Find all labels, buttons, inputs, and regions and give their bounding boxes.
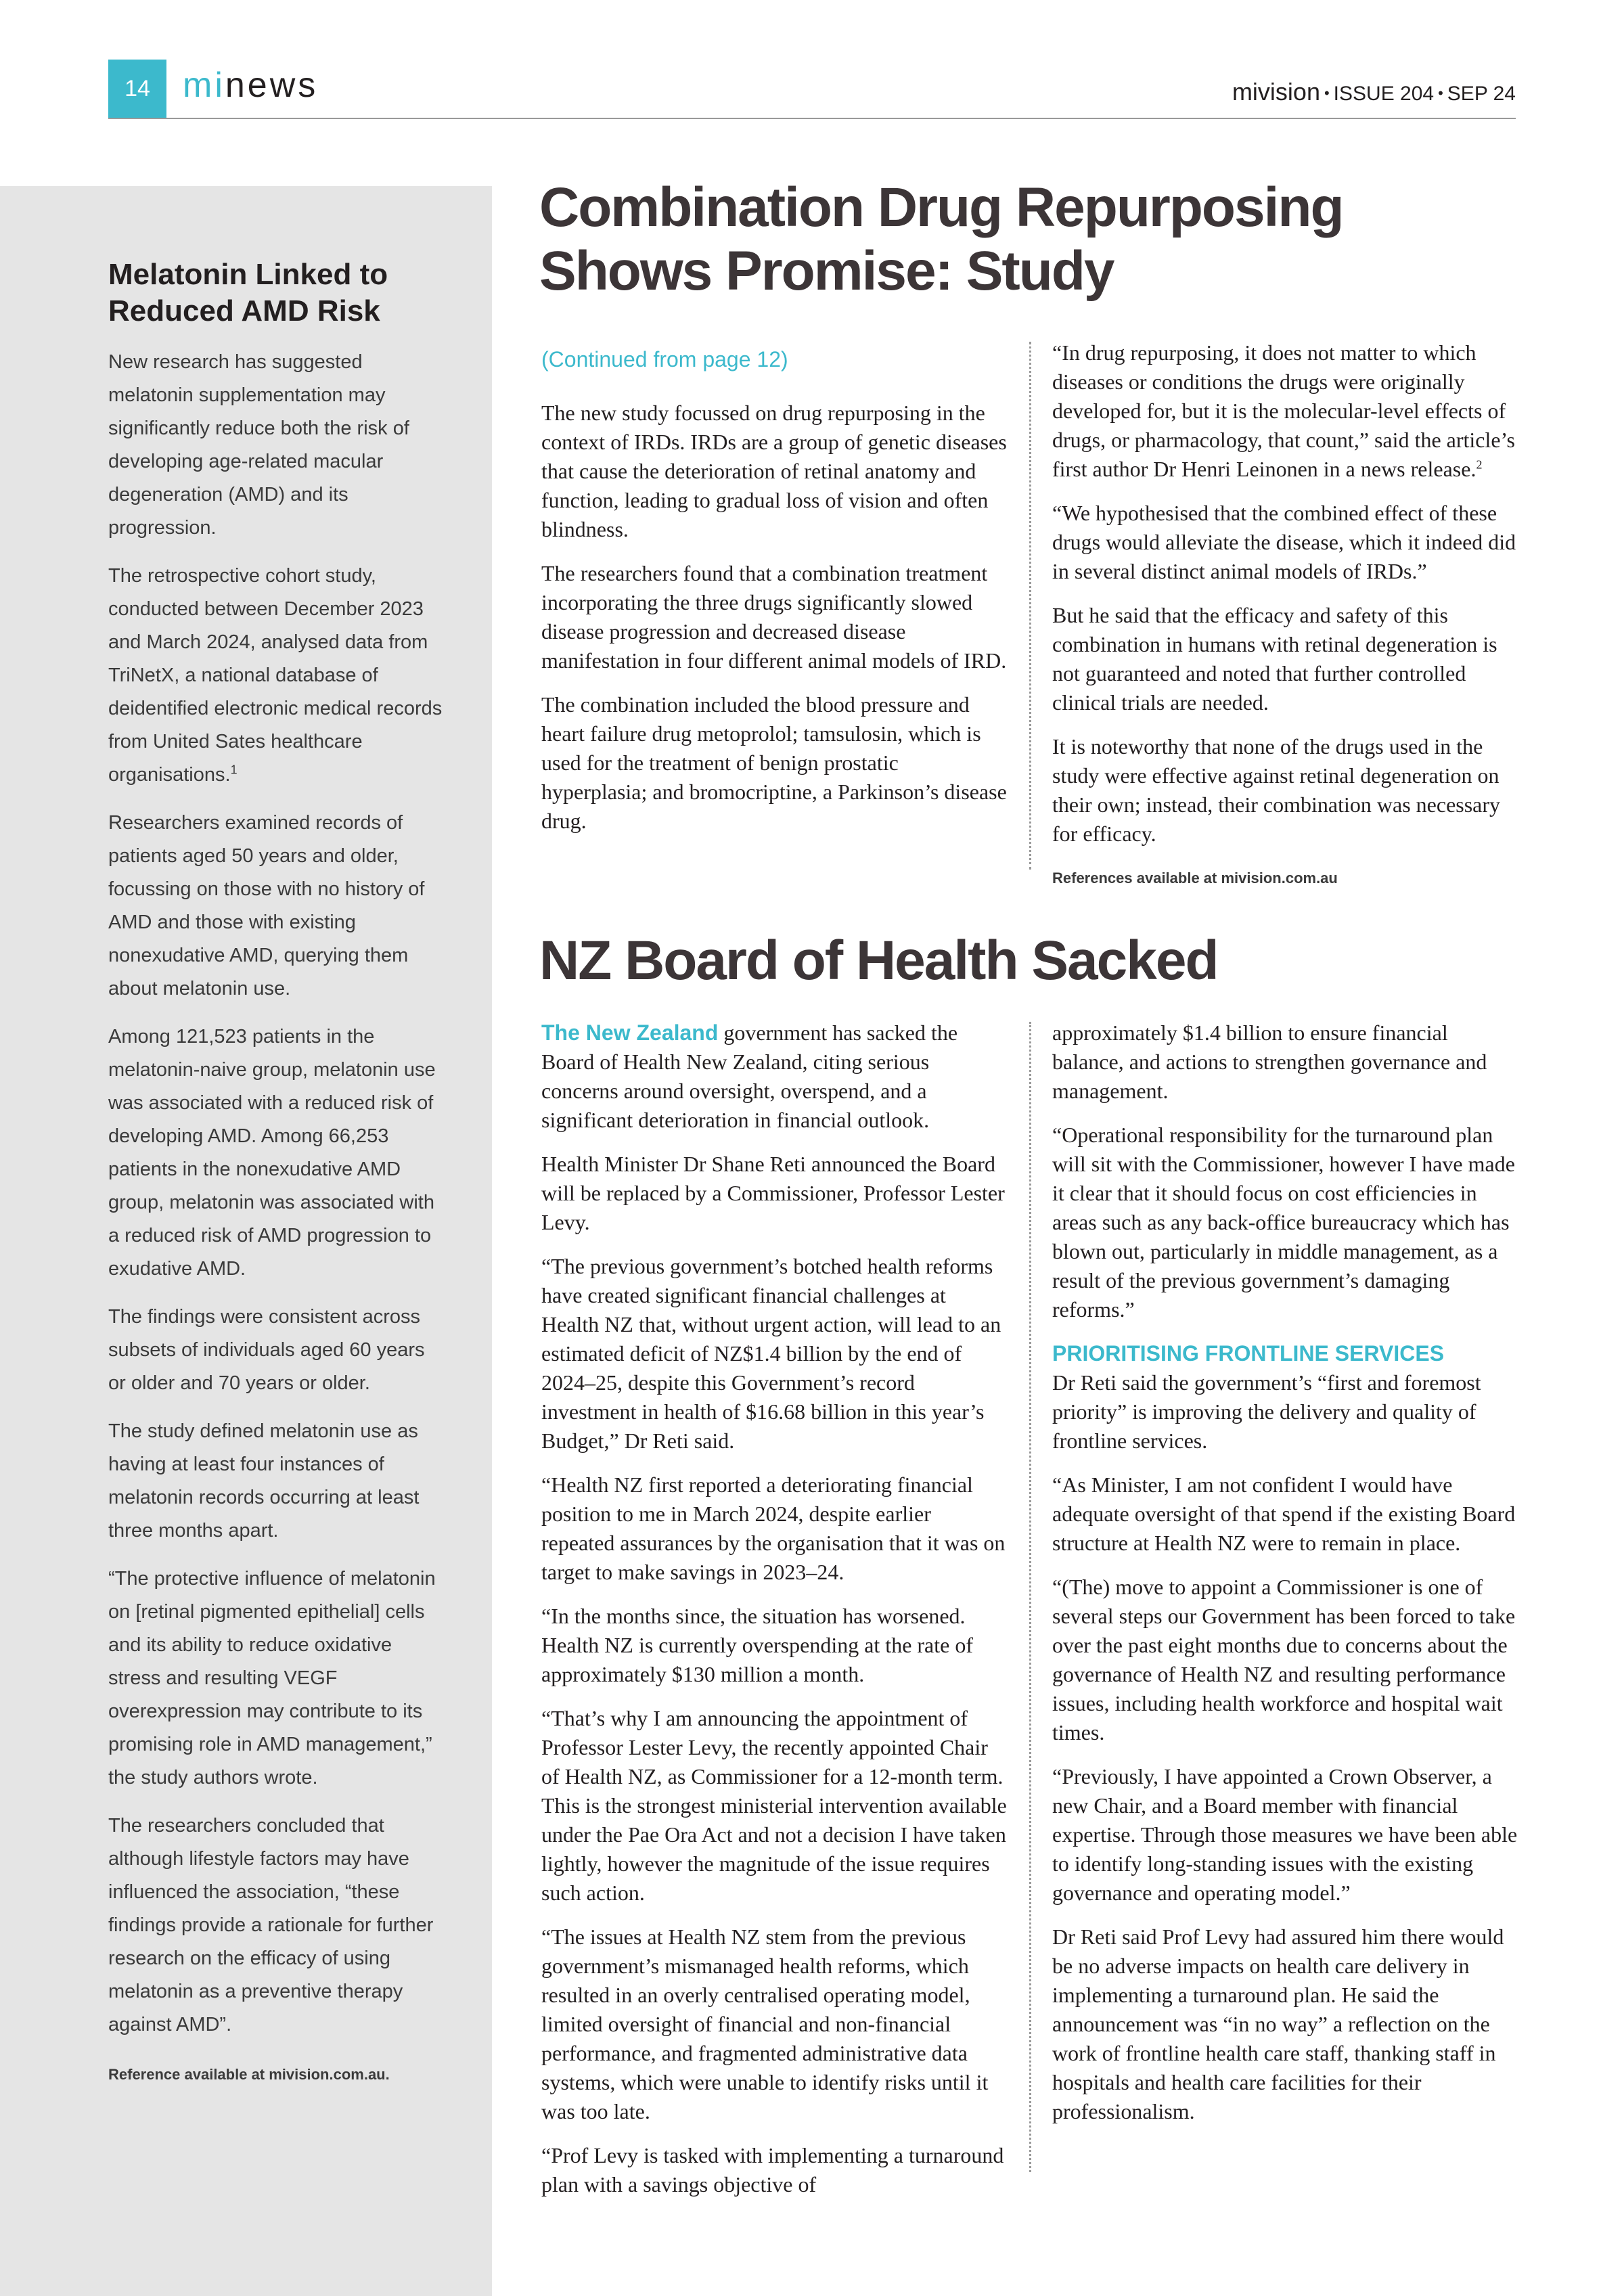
article1-references-link[interactable]: References available at mivision.com.au bbox=[1052, 870, 1338, 886]
sidebar-reference-link[interactable]: Reference available at mivision.com.au. bbox=[108, 2066, 390, 2083]
article2-paragraph: approximately $1.4 billion to ensure financial balance, and actions to strengthen governance and management. bbox=[1052, 1020, 1487, 1103]
article1-paragraph: The new study focussed on drug repurposing in the context of IRDs. IRDs are a group of genetic diseases that cause the deterioration of retinal anatomy and function, leading to gradual loss of vision and often blindness. bbox=[541, 401, 1007, 541]
section-logo-mi: mi bbox=[183, 66, 225, 105]
article2-right-column bbox=[1052, 1018, 1519, 2141]
article2-left-column bbox=[541, 1018, 1008, 2214]
sidebar-panel bbox=[0, 186, 492, 2296]
issue-date: SEP 24 bbox=[1447, 83, 1516, 105]
article1-paragraph: But he said that the efficacy and safety of this combination in humans with retinal degeneration is not guaranteed and noted that further controlled clinical trials are needed. bbox=[1052, 603, 1497, 715]
article1-paragraph: The combination included the blood pressure and heart failure drug metoprolol; tamsulosin, which is used for the treatment of benign prostatic hyperplasia; and bromocriptine, a Parkinson’s disease drug. bbox=[541, 692, 1007, 833]
article2-lead-paragraph: The New Zealand government has sacked the Board of Health New Zealand, citing serious concerns around oversight, overspend, and a significant deterioration in financial outlook. bbox=[541, 1020, 958, 1132]
sidebar-paragraph: The researchers concluded that although lifestyle factors may have influenced the association, “these findings provide a rationale for further research on the efficacy of using melatonin as a preventive therapy against AMD”. bbox=[108, 1815, 434, 2035]
article1-title bbox=[539, 176, 1487, 303]
article1-right-column bbox=[1052, 338, 1519, 893]
publication-name: mivision bbox=[1232, 78, 1320, 106]
article2-paragraph: “That’s why I am announcing the appointment of Professor Lester Levy, the recently appointed Chair of Health NZ, as Commissioner for a 12-month term. This is the strongest ministerial intervention available under the Pae Ora Act and not a decision I have taken lightly, however the magnitude of the issue requires such action. bbox=[541, 1706, 1007, 1905]
article1-paragraph: It is noteworthy that none of the drugs used in the study were effective against retinal degeneration on their own; instead, their combination was necessary for efficacy. bbox=[1052, 734, 1501, 846]
section-logo-news: news bbox=[225, 66, 319, 105]
article2-paragraph: Health Minister Dr Shane Reti announced the Board will be replaced by a Commissioner, Professor Lester Levy. bbox=[541, 1152, 1005, 1234]
page-number: 14 bbox=[108, 60, 166, 118]
article2-paragraph: “(The) move to appoint a Commissioner is one of several steps our Government has been forced to take over the past eight months due to concerns about the governance of Health NZ and resulting performance issues, including health workforce and hospital wait times. bbox=[1052, 1575, 1516, 1744]
article2-title: NZ Board of Health Sacked bbox=[539, 930, 1218, 991]
article1-paragraph: The researchers found that a combination treatment incorporating the three drugs significantly slowed disease progression and decreased disease manifestation in four different animal models of IRD. bbox=[541, 561, 1007, 673]
article2-paragraph: “Previously, I have appointed a Crown Observer, a new Chair, and a Board member with financial expertise. Through those measures we have been able to identify long-standing issues with the existing governance and operating model.” bbox=[1052, 1764, 1518, 1905]
issue-info bbox=[1232, 77, 1516, 109]
sidebar-paragraph: The findings were consistent across subsets of individuals aged 60 years or older and 70 years or older. bbox=[108, 1306, 425, 1394]
sidebar-paragraph: The retrospective cohort study, conducted between December 2023 and March 2024, analysed data from TriNetX, a national database of deidentified electronic medical records from United Sates healthcare organisations.$^1$ bbox=[108, 565, 443, 786]
article2-title-block bbox=[539, 929, 1487, 993]
footnote-marker: 1 bbox=[230, 763, 238, 777]
article2-paragraph: “The issues at Health NZ stem from the previous government’s mismanaged health reforms, which resulted in an overly centralised operating model, limited oversight of financial and non-financial performance, and fragmented administrative data systems, which were unable to identify risks until it was too late. bbox=[541, 1924, 989, 2123]
page-header bbox=[108, 60, 1516, 119]
separator-dot-icon: • bbox=[1324, 85, 1330, 102]
sidebar-paragraph: “The protective influence of melatonin on [retinal pigmented epithelial] cells and its ability to reduce oxidative stress and resulting VEGF overexpression may contribute to its promising role in AMD management,” the study authors wrote. bbox=[108, 1568, 436, 1788]
article1-title-line: Combination Drug Repurposing bbox=[539, 177, 1343, 238]
article2-paragraph: “In the months since, the situation has worsened. Health NZ is currently overspending at the rate of approximately $130 million a month. bbox=[541, 1604, 973, 1686]
issue-number: ISSUE 204 bbox=[1333, 83, 1435, 105]
article2-paragraph: “Prof Levy is tasked with implementing a turnaround plan with a savings objective of bbox=[541, 2143, 1004, 2197]
article2-paragraph: “As Minister, I am not confident I would have adequate oversight of that spend if the existing Board structure at Health NZ were to remain in place. bbox=[1052, 1472, 1516, 1555]
footnote-marker: 2 bbox=[1476, 457, 1483, 472]
article1-paragraph: “In drug repurposing, it does not matter to which diseases or conditions the drugs were originally developed for, but it is the molecular-level effects of drugs, or pharmacology, that count,” said the article’s first author Dr Henri Leinonen in a news release.$^2$ bbox=[1052, 340, 1515, 481]
article1-left-column bbox=[541, 345, 1008, 851]
section-logo bbox=[183, 65, 318, 106]
article2-subhead: PRIORITISING FRONTLINE SERVICES bbox=[1052, 1341, 1445, 1366]
sidebar-title: Melatonin Linked to Reduced AMD Risk bbox=[108, 258, 388, 328]
separator-dot-icon: • bbox=[1438, 85, 1443, 102]
article2-paragraph: Dr Reti said the government’s “first and foremost priority” is improving the delivery and quality of frontline services. bbox=[1052, 1370, 1481, 1453]
column-divider bbox=[1029, 1022, 1031, 2172]
article1-title-line: Shows Promise: Study bbox=[539, 240, 1114, 302]
sidebar-paragraph: Researchers examined records of patients aged 50 years and older, focussing on those with no history of AMD and those with existing nonexudative AMD, querying them about melatonin use. bbox=[108, 812, 425, 999]
article2-paragraph: Dr Reti said Prof Levy had assured him there would be no adverse impacts on health care delivery in implementing a turnaround plan. He said the announcement was “in no way” a reflection on the work of frontline health care staff, thanking staff in hospitals and health care facilities for their professionalism. bbox=[1052, 1924, 1504, 2123]
column-divider bbox=[1029, 342, 1031, 870]
sidebar-paragraph: New research has suggested melatonin supplementation may significantly reduce both the risk of developing age-related macular degeneration (AMD) and its progression. bbox=[108, 351, 409, 539]
sidebar-paragraph: The study defined melatonin use as having at least four instances of melatonin records occurring at least three months apart. bbox=[108, 1420, 420, 1541]
article1-paragraph: “We hypothesised that the combined effect of these drugs would alleviate the disease, which it indeed did in several distinct animal models of IRDs.” bbox=[1052, 501, 1516, 583]
article2-lead: The New Zealand bbox=[541, 1020, 719, 1045]
article2-paragraph: “Health NZ first reported a deteriorating financial position to me in March 2024, despite earlier repeated assurances by the organisation that it was on target to make savings in 2023–24. bbox=[541, 1472, 1006, 1584]
continued-from-link[interactable]: (Continued from page 12) bbox=[541, 347, 788, 372]
article2-paragraph: “The previous government’s botched health reforms have created significant financial challenges at Health NZ that, without urgent action, will lead to an estimated deficit of NZ$1.4 billion by the end of 2024–25, despite this Government’s record investment in health of $16.68 billion in this year’s Budget,” Dr Reti said. bbox=[541, 1254, 1001, 1453]
sidebar-paragraph: Among 121,523 patients in the melatonin-naive group, melatonin use was associated with a reduced risk of developing AMD. Among 66,253 patients in the nonexudative AMD group, melatonin was associated with a reduced risk of AMD progression to exudative AMD. bbox=[108, 1026, 436, 1280]
sidebar-article bbox=[108, 256, 447, 2084]
article2-paragraph: “Operational responsibility for the turnaround plan will sit with the Commissioner, however I have made it clear that it should focus on cost efficiencies in areas such as any back-office bureaucracy which has blown out, particularly in middle management, as a result of the previous government’s damaging reforms.” bbox=[1052, 1123, 1515, 1322]
